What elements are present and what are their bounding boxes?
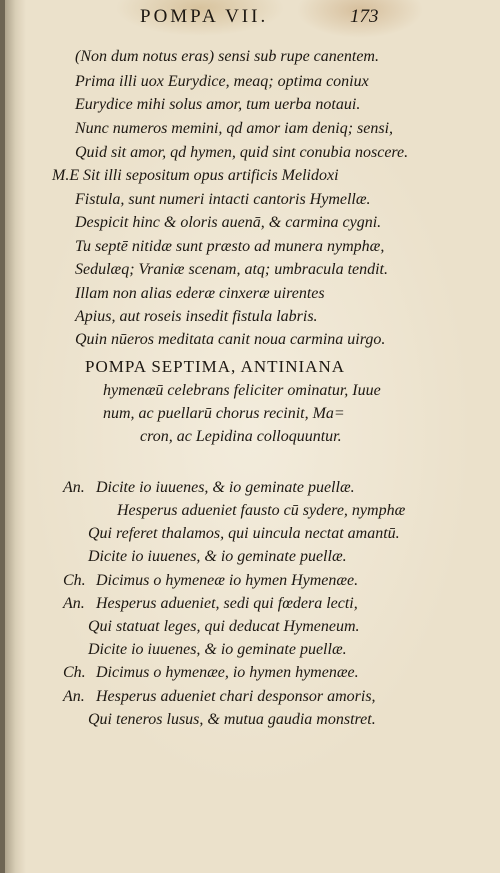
speaker-label: Ch. (63, 664, 86, 681)
verse-line: Fistula, sunt numeri intacti cantoris Hymellæ. (75, 191, 371, 208)
verse-line: (Non dum notus eras) sensi sub rupe canentem. (75, 48, 379, 65)
verse-line: Prima illi uox Eurydice, meaq; optima coniux (75, 73, 369, 90)
speaker-label: An. (63, 595, 85, 612)
verse-line: M.E Sit illi sepositum opus artificis Melidoxi (0, 164, 500, 188)
dialogue-line: Ch. Dicimus o hymenæe, io hymen hymenæe. (0, 661, 500, 685)
dialogue-line: An. Hesperus adueniet, sedi qui fœdera lecti, (0, 592, 500, 616)
page-number: 173 (350, 6, 379, 27)
dialogue-line: Qui statuat leges, qui deducat Hymeneum. (88, 618, 360, 635)
verse-line: Despicit hinc & oloris auenā, & carmina cygni. (75, 214, 382, 231)
dialogue-line: Dicite io iuuenes, & io geminate puellæ. (88, 548, 347, 565)
verse-line: Quid sit amor, qd hymen, quid sint conubia noscere. (75, 144, 409, 161)
page-header (0, 6, 500, 32)
verse-line: Nunc numeros memini, qd amor iam deniq; sensi, (75, 120, 394, 137)
verse-line: Sedulæq; Vraniæ scenam, atq; umbracula tendit. (75, 261, 388, 278)
dialogue-line: Ch. Dicimus o hymeneæ io hymen Hymenæe. (0, 569, 500, 593)
speaker-label: An. (63, 688, 85, 705)
verse-line: Apius, aut roseis insedit fistula labris. (75, 308, 318, 325)
speaker-label: M.E (52, 167, 80, 184)
section-subtitle-line: cron, ac Lepidina colloquuntur. (140, 428, 342, 445)
dialogue-line: An. Dicite io iuuenes, & io geminate puellæ. (0, 476, 500, 500)
dialogue-line: Dicite io iuuenes, & io geminate puellæ. (88, 641, 347, 658)
verse-line: Tu septē nitidæ sunt præsto ad munera nymphæ, (75, 238, 385, 255)
speaker-label: Ch. (63, 572, 86, 589)
verse-line: Quin nūeros meditata canit noua carmina uirgo. (75, 331, 386, 348)
verse-line: Eurydice mihi solus amor, tum uerba notaui. (75, 96, 361, 113)
dialogue-line: Hesperus adueniet fausto cū sydere, nymphæ (117, 502, 406, 519)
verse-line: Illam non alias ederæ cinxeræ uirentes (75, 285, 325, 302)
dialogue-line: Qui referet thalamos, qui uincula nectat amantū. (88, 525, 400, 542)
section-subtitle-line: num, ac puellarū chorus recinit, Ma= (103, 405, 345, 422)
speaker-label: An. (63, 479, 85, 496)
dialogue-line: Qui teneros lusus, & mutua gaudia monstret. (88, 711, 376, 728)
dialogue-line: An. Hesperus adueniet chari desponsor amoris, (0, 685, 500, 709)
section-title: POMPA SEPTIMA, ANTINIANA (85, 357, 345, 376)
running-title: POMPA VII. (140, 6, 269, 27)
section-subtitle-line: hymenæū celebrans feliciter ominatur, Iuue (103, 382, 381, 399)
